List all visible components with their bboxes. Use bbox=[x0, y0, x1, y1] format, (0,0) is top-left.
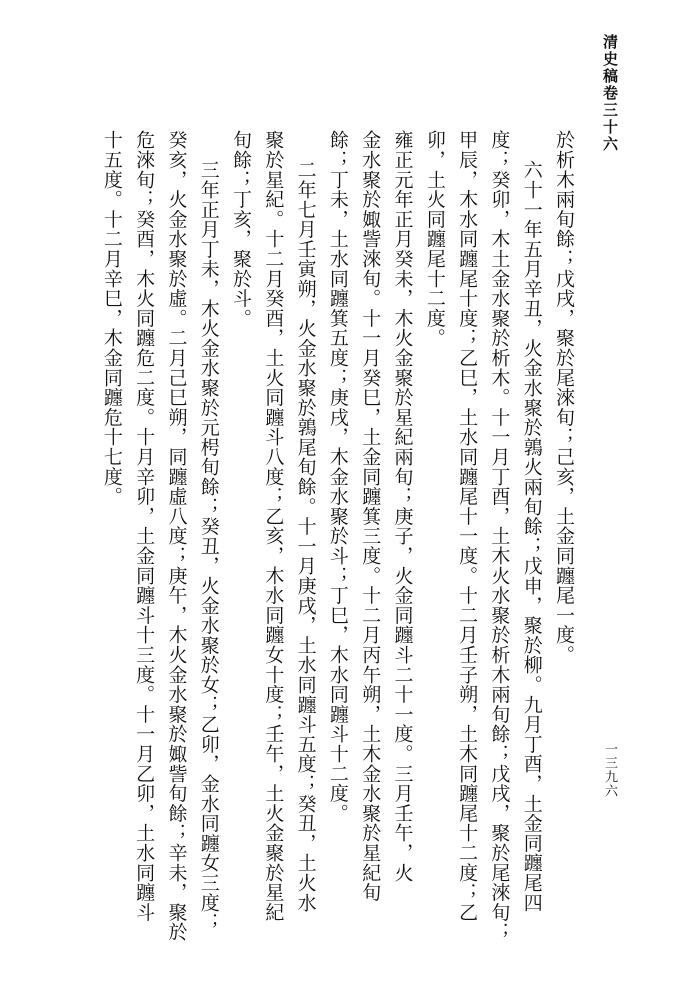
running-header-title: 清史稿卷三十六 bbox=[601, 34, 619, 153]
text-column: 餘；丁未，土水同躔箕五度；庚戌，木金水聚於斗；丁巳，木水同躔斗十二度。 bbox=[326, 130, 349, 823]
text-column: 二年七月壬寅朔，火金水聚於鶉尾旬餘。十一月庚戌，土水同躔斗五度；癸丑，土火水 bbox=[294, 160, 317, 913]
text-column: 旬餘；丁亥，聚於斗。 bbox=[230, 130, 253, 328]
text-column: 甲辰，木水同躔尾十度；乙巳，土水同躔尾十一度。十二月壬子朔，土木同躔尾十二度；乙 bbox=[456, 130, 479, 922]
text-column: 十五度。十二月辛巳，木金同躔危十七度。 bbox=[100, 130, 123, 507]
text-column: 雍正元年正月癸未，木火金聚於星紀兩旬；庚子，火金同躔斗二十一度。三月壬午，火 bbox=[391, 130, 414, 883]
text-column: 度；癸卯，木土金水聚於析木。十一月丁酉，土木火水聚於析木兩旬餘；戊戌，聚於尾淶旬； bbox=[488, 130, 511, 942]
text-column: 危淶旬；癸酉，木火同躔危二度。十月辛卯，土金同躔斗十三度。十一月乙卯，土水同躔斗 bbox=[133, 130, 156, 922]
text-column: 癸亥，火金水聚於虛。二月己巳朔，同躔虛八度；庚午，木火金水聚於娵訾旬餘；辛未，聚於 bbox=[165, 130, 188, 942]
text-column: 六十一年五月辛丑，火金水聚於鶉火兩旬餘；戊申，聚於柳。九月丁酉，土金同躔尾四 bbox=[520, 160, 543, 913]
body-text bbox=[80, 130, 580, 980]
text-column: 卯，土火同躔尾十二度。 bbox=[423, 130, 446, 348]
text-column: 三年正月丁未，木火金水聚於元枵旬餘；癸丑，火金水聚於女；乙卯，金水同躔女三度； bbox=[197, 160, 220, 933]
page-number: 一三九六 bbox=[602, 742, 617, 798]
text-column: 聚於星紀。十二月癸酉，土火同躔斗八度；乙亥，木水同躔女十度；壬午，土火金聚於星紀 bbox=[262, 130, 285, 922]
text-column: 金水聚於娵訾淶旬。十一月癸巳，土金同躔箕三度。十二月丙午朔，土木金水聚於星紀旬 bbox=[359, 130, 382, 903]
text-column: 於析木兩旬餘；戊戌，聚於尾淶旬；己亥，土金同躔尾一度。 bbox=[553, 130, 575, 665]
